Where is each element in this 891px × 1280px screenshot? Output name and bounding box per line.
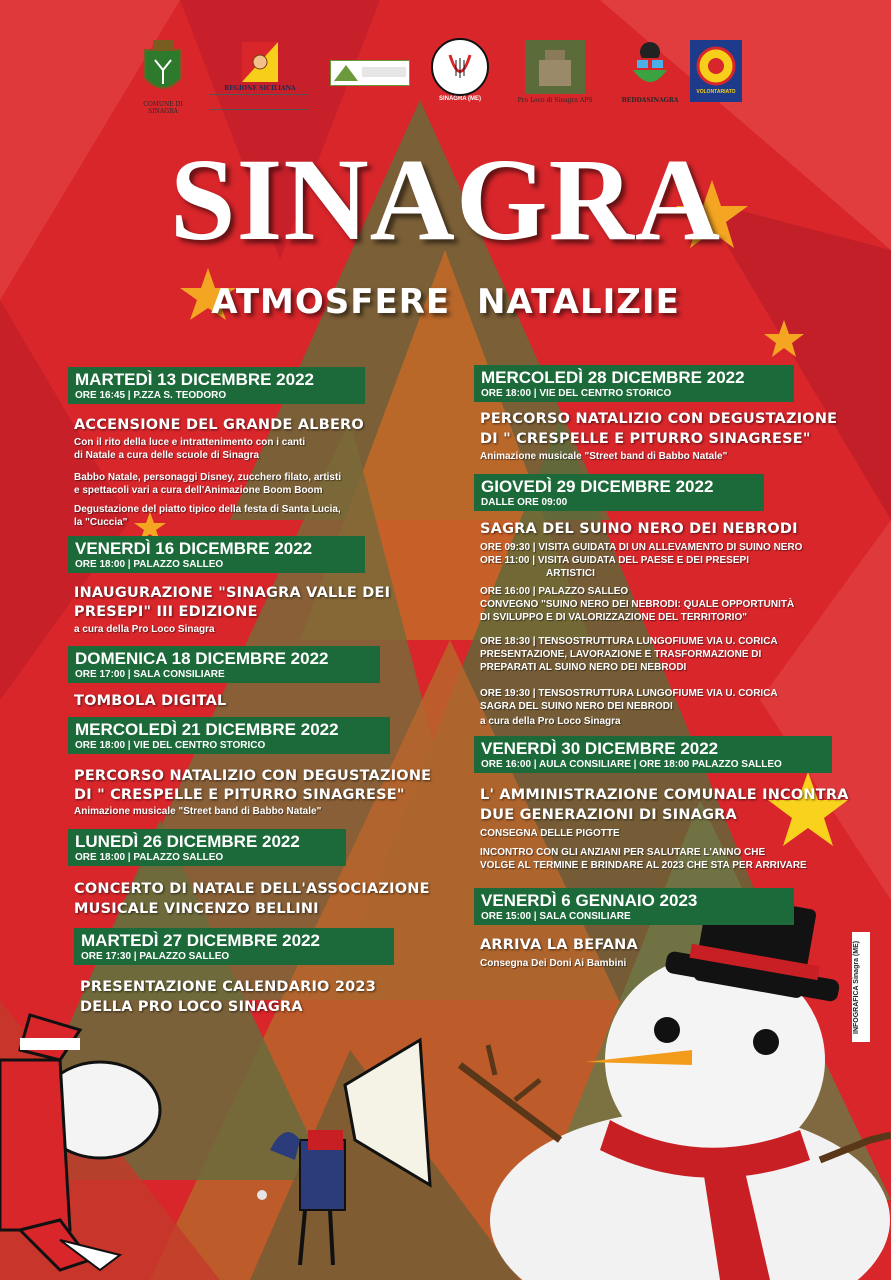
event-title: PERCORSO NATALIZIO CON DEGUSTAZIONE: [480, 411, 838, 427]
event-meta: ORE 18:00 | PALAZZO SALLEO: [75, 559, 224, 570]
event-desc: ORE 09:30 | VISITA GUIDATA DI UN ALLEVAMENTO DI SUINO NERO: [480, 542, 803, 553]
event-date: VENERDÌ 16 DICEMBRE 2022: [75, 539, 313, 558]
event-meta: ORE 18:00 | VIE DEL CENTRO STORICO: [75, 740, 266, 751]
associazione-logo: [428, 38, 492, 103]
mountain-icon: [332, 61, 408, 83]
event-date: MERCOLEDÌ 21 DICEMBRE 2022: [75, 720, 339, 739]
castle-icon: [525, 40, 585, 94]
comune-label: COMUNE DI SINAGRA: [143, 101, 183, 115]
event-desc: ARTISTICI: [546, 568, 595, 579]
event-date-bar: [474, 888, 794, 925]
event-meta: ORE 18:00 | VIE DEL CENTRO STORICO: [481, 388, 672, 399]
shield-icon: [143, 40, 183, 98]
sponsor-logos: [130, 36, 750, 126]
event-desc: a cura della Pro Loco Sinagra: [74, 624, 215, 635]
event-date: VENERDÌ 30 DICEMBRE 2022: [481, 739, 719, 758]
regione-label: REGIONE SICILIANA: [224, 85, 296, 92]
regione-logo: [210, 42, 310, 110]
event-title: PRESEPI" III EDIZIONE: [74, 604, 258, 620]
event-meta: ORE 15:00 | SALA CONSILIARE: [481, 911, 631, 922]
event-date-bar: [68, 646, 380, 683]
event-desc: PREPARATI AL SUINO NERO DEI NEBRODI: [480, 662, 687, 673]
event-date: MARTEDÌ 27 DICEMBRE 2022: [81, 931, 321, 950]
event-desc: PRESENTAZIONE, LAVORAZIONE E TRASFORMAZIONE DI: [480, 649, 762, 660]
beddasinagra-label: BEDDASINAGRA: [621, 97, 679, 104]
citta-montagna-logo: [330, 60, 410, 86]
event-date-bar: [474, 365, 794, 402]
event-title: CONCERTO DI NATALE DELL'ASSOCIAZIONE: [74, 881, 430, 897]
event-title: DUE GENERAZIONI DI SINAGRA: [480, 807, 737, 823]
event-desc: Degustazione del piatto tipico della festa di Santa Lucia,: [74, 504, 341, 515]
volontariato-label: VOLONTARIATO: [696, 89, 736, 95]
event-date-bar: [68, 536, 365, 573]
event-desc: INCONTRO CON GLI ANZIANI PER SALUTARE L'ANNO CHE: [480, 847, 766, 858]
event-desc: ORE 16:00 | PALAZZO SALLEO: [480, 586, 629, 597]
event-title: ARRIVA LA BEFANA: [480, 937, 638, 953]
event-date-bar: [74, 928, 394, 965]
event-desc: CONSEGNA DELLE PIGOTTE: [480, 828, 620, 839]
event-meta: ORE 16:00 | AULA CONSILIARE | ORE 18:00 PALAZZO SALLEO: [481, 759, 782, 770]
event-title: TOMBOLA DIGITAL: [74, 693, 227, 709]
event-meta: ORE 17:30 | PALAZZO SALLEO: [81, 951, 230, 962]
event-date: VENERDÌ 6 GENNAIO 2023: [481, 891, 698, 910]
event-title: PERCORSO NATALIZIO CON DEGUSTAZIONE: [74, 768, 432, 784]
event-date: DOMENICA 18 DICEMBRE 2022: [75, 649, 329, 668]
event-title: DI " CRESPELLE E PITURRO SINAGRESE": [480, 431, 811, 447]
event-desc: Babbo Natale, personaggi Disney, zucchero filato, artisti: [74, 472, 342, 483]
event-title: DELLA PRO LOCO SINAGRA: [80, 999, 303, 1015]
event-date-bar: [68, 717, 390, 754]
main-title: SINAGRA: [169, 134, 722, 265]
event-meta: ORE 18:00 | PALAZZO SALLEO: [75, 852, 224, 863]
event-desc: Animazione musicale "Street band di Babbo Natale": [74, 806, 322, 817]
event-date-bar: [474, 736, 832, 773]
event-title: DI " CRESPELLE E PITURRO SINAGRESE": [74, 787, 405, 803]
event-desc: Consegna Dei Doni Ai Bambini: [480, 958, 627, 969]
lyre-icon: [433, 40, 487, 94]
trinacria-icon: [242, 42, 278, 82]
beddasinagra-logo: [615, 40, 685, 104]
emblem-icon: [696, 46, 736, 86]
event-desc: ORE 19:30 | TENSOSTRUTTURA LUNGOFIUME VIA U. CORICA: [480, 688, 778, 699]
event-desc: di Natale a cura delle scuole di Sinagra: [74, 450, 260, 461]
event-date: LUNEDÌ 26 DICEMBRE 2022: [75, 832, 300, 851]
event-title: MUSICALE VINCENZO BELLINI: [74, 901, 319, 917]
event-desc: SAGRA DEL SUINO NERO DEI NEBRODI: [480, 701, 673, 712]
event-title: PRESENTAZIONE CALENDARIO 2023: [80, 979, 376, 995]
mascot-icon: [627, 40, 673, 94]
event-meta: ORE 17:00 | SALA CONSILIARE: [75, 669, 225, 680]
proloco-label: Pro Loco di Sinagra APS: [517, 97, 593, 104]
event-date: GIOVEDÌ 29 DICEMBRE 2022: [481, 477, 714, 496]
event-desc: VOLGE AL TERMINE E BRINDARE AL 2023 CHE STA PER ARRIVARE: [480, 860, 807, 871]
event-desc: ORE 18:30 | TENSOSTRUTTURA LUNGOFIUME VIA U. CORICA: [480, 636, 778, 647]
event-date-bar: [68, 829, 346, 866]
event-desc: Con il rito della luce e intrattenimento con i canti: [74, 437, 306, 448]
event-desc: DI SVILUPPO E DI VALORIZZAZIONE DEL TERRITORIO": [480, 612, 747, 623]
event-title: L' AMMINISTRAZIONE COMUNALE INCONTRA: [480, 787, 849, 803]
associazione-label: SINAGRA (ME): [438, 96, 482, 102]
event-desc: e spettacoli vari a cura dell'Animazione Boom Boom: [74, 485, 323, 496]
infografica-credit: INFOGRAFICA Sinagra (ME): [852, 932, 870, 1042]
event-title: INAUGURAZIONE "SINAGRA VALLE DEI: [74, 585, 391, 601]
volontariato-logo: [688, 40, 744, 102]
event-desc: ORE 11:00 | VISITA GUIDATA DEL PAESE E DEI PRESEPI: [480, 555, 749, 566]
event-desc: CONVEGNO "SUINO NERO DEI NEBRODI: QUALE OPPORTUNITÀ: [480, 599, 795, 610]
event-date-bar: [474, 474, 764, 511]
event-date: MARTEDÌ 13 DICEMBRE 2022: [75, 370, 315, 389]
proloco-logo: [515, 40, 595, 104]
subtitle: ATMOSFERE NATALIZIE: [211, 282, 680, 322]
event-meta: DALLE ORE 09:00: [481, 497, 568, 508]
event-meta: ORE 16:45 | P.ZZA S. TEODORO: [75, 390, 227, 401]
event-date: MERCOLEDÌ 28 DICEMBRE 2022: [481, 368, 745, 387]
event-desc: Animazione musicale "Street band di Babbo Natale": [480, 451, 728, 462]
comune-logo: [136, 40, 190, 115]
event-title: ACCENSIONE DEL GRANDE ALBERO: [74, 417, 364, 433]
event-title: SAGRA DEL SUINO NERO DEI NEBRODI: [480, 521, 798, 537]
event-desc: la "Cuccia": [74, 517, 128, 528]
event-desc: a cura della Pro Loco Sinagra: [480, 716, 621, 727]
event-date-bar: [68, 367, 365, 404]
